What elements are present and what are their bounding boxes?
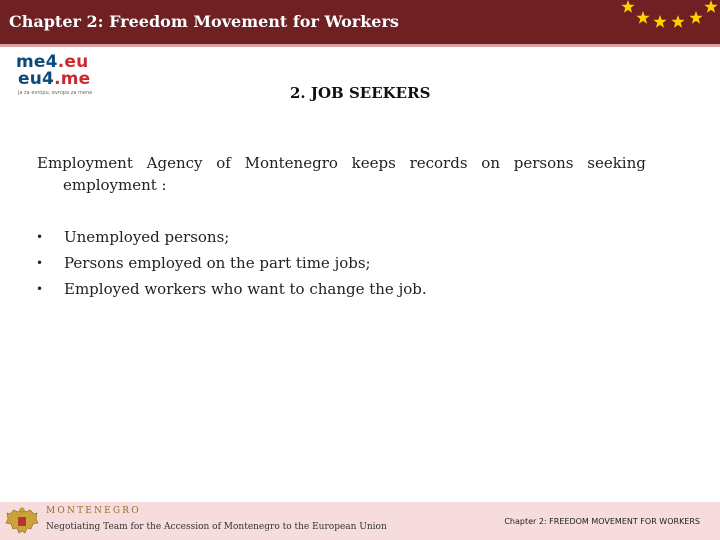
bullet-text: Employed workers who want to change the job. — [64, 280, 427, 298]
intro-line-2: employment : — [63, 176, 167, 194]
chapter-title: Chapter 2: Freedom Movement for Workers — [9, 12, 399, 31]
logo-me4: me4 — [16, 52, 58, 72]
list-item — [36, 250, 427, 276]
footer-bar — [0, 502, 720, 540]
bullet-glyph: • — [36, 256, 44, 270]
logo-tagline: ja za evropu, evropa za mene — [18, 90, 93, 96]
eu-stars-icon — [610, 0, 720, 34]
header-stripe — [0, 44, 720, 47]
bullet-text: Unemployed persons; — [64, 228, 230, 246]
slide-title: 2. JOB SEEKERS — [290, 84, 431, 102]
intro-text — [37, 152, 669, 196]
header-bar — [0, 0, 720, 44]
list-item — [36, 224, 427, 250]
footer-chapter: Chapter 2: FREEDOM MOVEMENT FOR WORKERS — [504, 517, 700, 526]
logo-eu: .eu — [57, 52, 89, 72]
montenegro-crest-icon — [4, 505, 40, 539]
bullet-text: Persons employed on the part time jobs; — [64, 254, 371, 272]
footer-team: Negotiating Team for the Accession of Montenegro to the European Union — [46, 522, 387, 532]
intro-line-1: Employment Agency of Montenegro keeps records on persons seeking — [37, 154, 646, 172]
logo-me: .me — [54, 69, 91, 89]
bullet-list — [36, 224, 427, 302]
list-item — [36, 276, 427, 302]
logo-eu4: eu4 — [18, 69, 55, 89]
bullet-glyph: • — [36, 282, 44, 296]
footer-org: MONTENEGRO — [46, 506, 141, 516]
bullet-glyph: • — [36, 230, 44, 244]
